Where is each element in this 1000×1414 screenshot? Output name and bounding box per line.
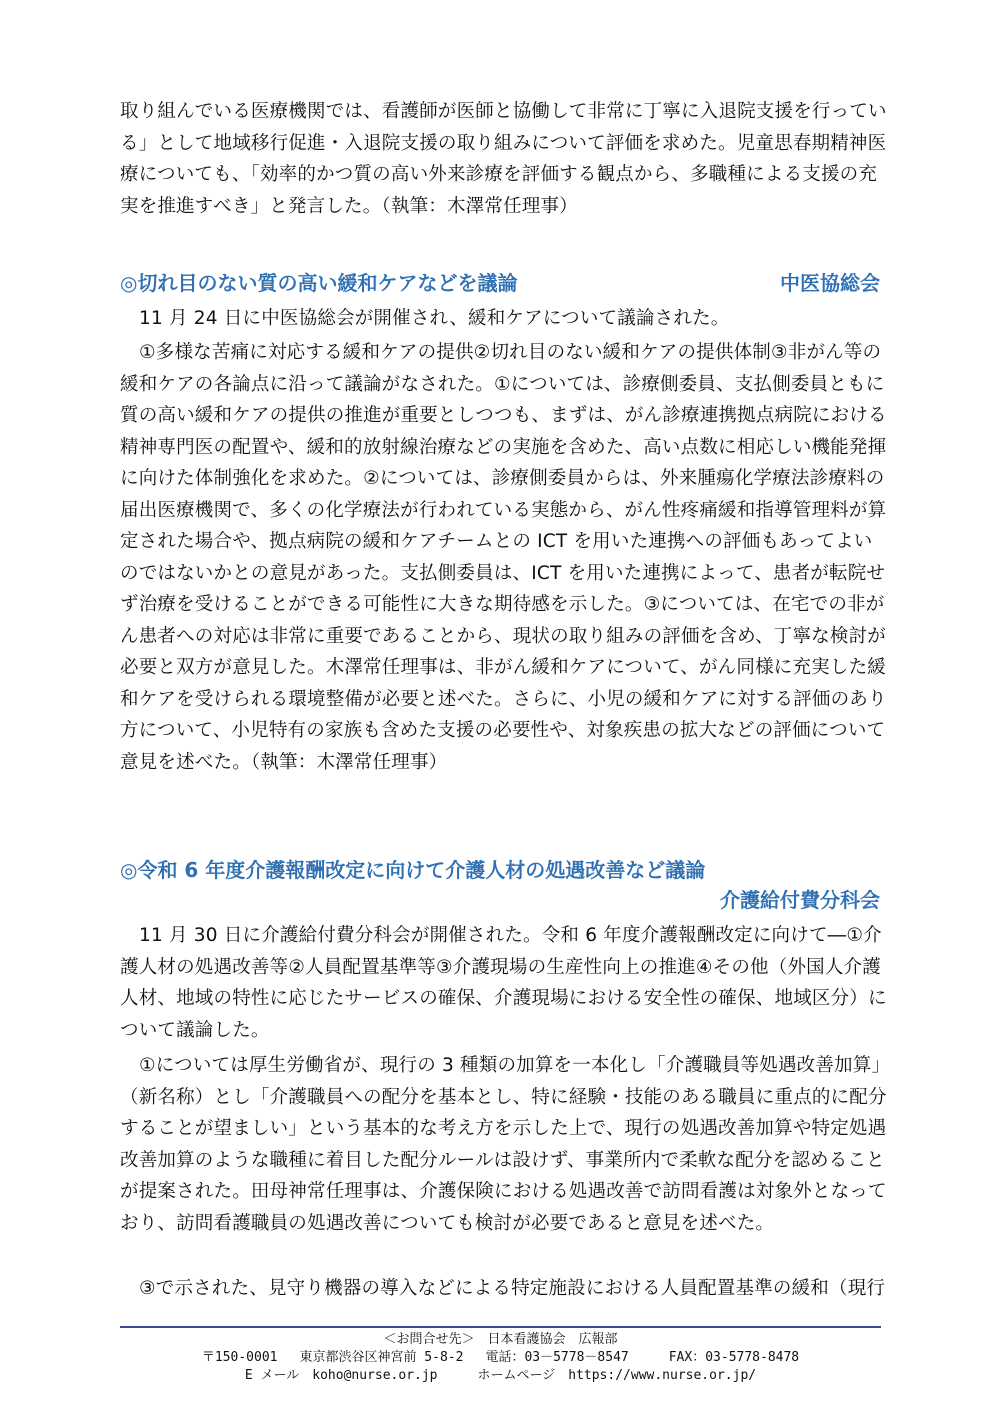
section0-paragraph: 取り組んでいる医療機関では、看護師が医師と協働して非常に丁寧に入退院支援を行っている」として地域移行促進・入退院支援の取り組みについて評価を求めた。児童思春期精神医療についても、「効率的かつ質の高い外来診療を評価する観点から、多職種による支援の充実を推進すべき」と発言した。（執筆：木澤常任理事） — [120, 101, 887, 217]
section2-paragraph-1: 11 月 30 日に介護給付費分科会が開催された。令和 6 年度介護報酬改定に向けて―①介護人材の処遇改善等②人員配置基準等③介護現場の生産性向上の推進④その他（外国人介護人材、地域の特性に応じたサービスの確保、介護現場における安全性の確保、地域区分）について議論した。 — [120, 925, 887, 1041]
footer-contact — [120, 1331, 881, 1348]
section2-paragraph-3: ③で示された、見守り機器の導入などによる特定施設における人員配置基準の緩和（現行 — [139, 1278, 886, 1299]
footer-address-line — [120, 1349, 881, 1366]
footer-divider — [120, 1326, 881, 1328]
section1-heading — [120, 268, 880, 298]
footer-homepage[interactable]: ホームページ https://www.nurse.or.jp/ — [477, 1368, 757, 1383]
footer-fax: FAX：03-5778-8478 — [668, 1350, 800, 1365]
section2-heading — [120, 855, 880, 885]
section1-org: 中医協総会 — [780, 271, 880, 295]
footer-email[interactable]: E メール koho@nurse.or.jp — [244, 1368, 438, 1383]
footer-postal-code: 〒150-0001 — [201, 1350, 278, 1365]
section2-paragraph-2: ①については厚生労働省が、現行の 3 種類の加算を一本化し「介護職員等処遇改善加算」（新名称）とし「介護職員への配分を基本とし、特に経験・技能のある職員に重点的に配分することが望ましい」という基本的な考え方を示した上で、現行の処遇改善加算や特定処遇改善加算のような職種に着目した配分ルールは設けず、事業所内で柔軟な配分を認めることが提案された。田母神常任理事は、介護保険における処遇改善で訪問看護は対象外となっており、訪問看護職員の処遇改善についても検討が必要であると意見を述べた。 — [120, 1055, 887, 1234]
section1-title: ◎切れ目のない質の高い緩和ケアなどを議論 — [120, 271, 518, 295]
section1-paragraph-1: 11 月 24 日に中医協総会が開催され、緩和ケアについて議論された。 — [139, 308, 730, 329]
footer-web-line — [120, 1367, 881, 1384]
footer-address: 東京都渋谷区神宮前 5-8-2 — [299, 1350, 464, 1365]
section2-title: ◎令和 6 年度介護報酬改定に向けて介護人材の処遇改善など議論 — [120, 858, 706, 882]
section1-paragraph-2: ①多様な苦痛に対応する緩和ケアの提供②切れ目のない緩和ケアの提供体制③非がん等の緩和ケアの各論点に沿って議論がなされた。①については、診療側委員、支払側委員ともに質の高い緩和ケアの提供の推進が重要としつつも、まずは、がん診療連携拠点病院における精神専門医の配置や、緩和的放射線治療などの実施を含めた、高い点数に相応しい機能発揮に向けた体制強化を求めた。②については、診療側委員からは、外来腫瘍化学療法診療料の届出医療機関で、多くの化学療法が行われている実態から、がん性疼痛緩和指導管理料が算定された場合や、拠点病院の緩和ケアチームとの ICT を用いた連携への評価もあってよいのではないかとの意見があった。支払側委員は、ICT を用いた連携によって、患者が転院せず治療を受けることができる可能性に大きな期待感を示した。③については、在宅での非がん患者への対応は非常に重要であることから、現状の取り組みの評価を含め、丁寧な検討が必要と双方が意見した。木澤常任理事は、非がん緩和ケアについて、がん同様に充実した緩和ケアを受けられる環境整備が必要と述べた。さらに、小児の緩和ケアに対する評価のあり方について、小児特有の家族も含めた支援の必要性や、対象疾患の拡大などの評価について意見を述べた。（執筆：木澤常任理事） — [120, 342, 887, 773]
footer-contact-label: ＜お問合せ先＞ 日本看護協会 広報部 — [383, 1332, 618, 1347]
footer-phone: 電話：03－5778－8547 — [485, 1350, 629, 1365]
section2-org: 介護給付費分科会 — [720, 888, 880, 912]
